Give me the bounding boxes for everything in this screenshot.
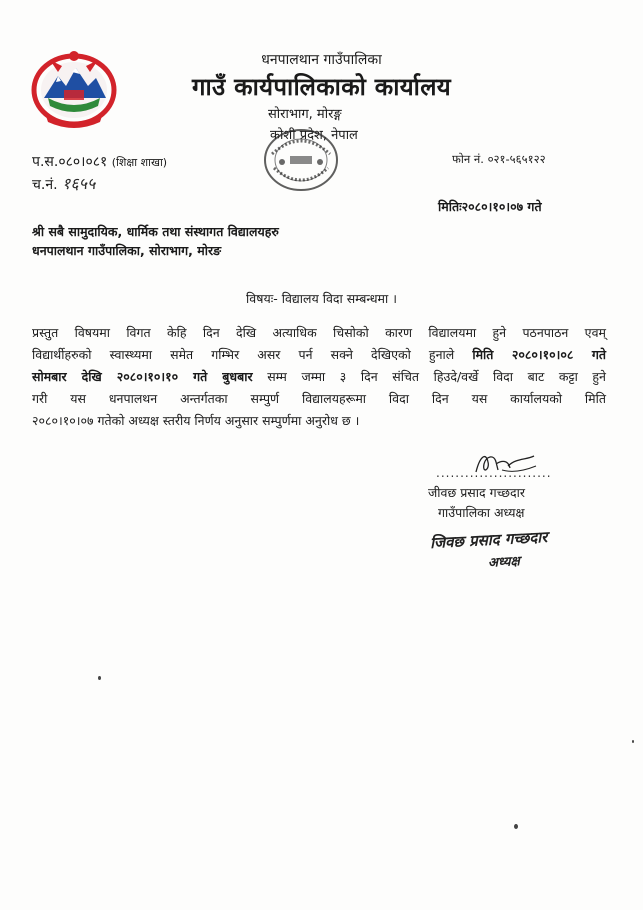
body-line-2: [32, 344, 606, 366]
chalani-number: [32, 172, 95, 194]
signatory-name: जीवछ प्रसाद गच्छदार: [428, 485, 525, 500]
body-line-3-text: सम्म जम्मा ३ दिन संचित हिउदे/वर्खे विदा बाट कट्टा हुने: [252, 369, 606, 384]
patra-label: प.स.: [32, 154, 59, 170]
office-title: गाउँ कार्यपालिकाको कार्यालय: [192, 73, 451, 101]
section-name: (शिक्षा शाखा): [111, 156, 168, 169]
letter-subject: विषयः- विद्यालय विदा सम्बन्धमा ।: [246, 291, 397, 306]
patra-sankhya: [32, 152, 167, 171]
addressee-line2: धनपालथान गाउँपालिका, सोराभाग, मोरङ: [32, 243, 222, 258]
scan-speck: [98, 676, 101, 680]
name-stamp: जिवछ प्रसाद गच्छदार: [429, 527, 548, 553]
scan-speck: [632, 740, 634, 743]
addressee-line1: श्री सबै सामुदायिक, धार्मिक तथा संस्थागत विद्यालयहरु: [32, 224, 279, 239]
office-province: कोशी प्रदेश, नेपाल: [270, 128, 358, 143]
signature-dotted-line: ........................: [436, 466, 552, 480]
office-location: सोराभाग, मोरङ्ग: [268, 107, 342, 122]
round-office-stamp: [252, 122, 350, 194]
body-line-3: [32, 366, 606, 388]
scan-speck: [514, 824, 518, 829]
title-stamp: अध्यक्ष: [487, 554, 521, 571]
body-line-1: प्रस्तुत विषयमा विगत केहि दिन देखि अत्याधिक चिसोको कारण विद्यालयमा हुने पठनपाठन एवम्: [32, 325, 606, 340]
phone-number: फोन नं. ०२१-५६५१२२: [452, 152, 546, 166]
patra-value: ०८०।०८१: [58, 154, 108, 170]
letter-body: [32, 322, 606, 432]
body-line-3-date: सोमबार देखि २०८०।१०।१० गते बुधबार: [32, 369, 253, 384]
municipality-name: धनपालथान गाउँपालिका: [261, 52, 382, 68]
body-line-4: गरी यस धनपालथन अन्तर्गतका सम्पुर्ण विद्यालयहरूमा विदा दिन यस कार्यालयको मिति: [32, 391, 606, 406]
body-line-5: २०८०।१०।०७ गतेको अध्यक्ष स्तरीय निर्णय अनुसार सम्पुर्णमा अनुरोध छ ।: [32, 413, 360, 428]
chalani-value: १६५५: [62, 174, 96, 193]
chalani-label: च.नं.: [32, 177, 58, 193]
letter-date: मितिः२०८०।१०।०७ गते: [438, 199, 542, 214]
signatory-title: गाउँपालिका अध्यक्ष: [438, 505, 525, 520]
body-line-2-text: विद्यार्थीहरुको स्वास्थ्यमा समेत गम्भिर असर पर्न सक्ने देखिएको हुनाले: [32, 347, 473, 362]
body-line-2-date: मिति २०८०।१०।०८ गते: [472, 347, 606, 362]
